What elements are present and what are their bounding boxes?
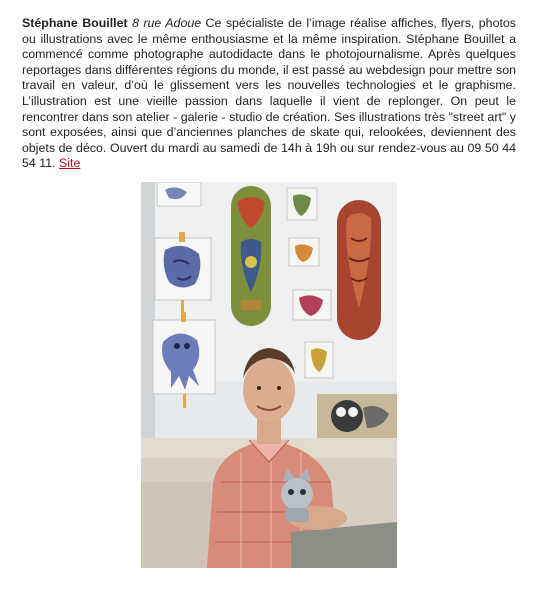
drawing-small-1: [287, 188, 317, 220]
artist-photo: [141, 182, 397, 568]
skateboard-left: [231, 186, 271, 326]
article-paragraph: [22, 16, 516, 172]
drawing-small-4: [305, 342, 333, 378]
drawing-top-left: [157, 182, 201, 206]
creature-painting: [317, 394, 397, 442]
artist-photo-illustration: [141, 182, 397, 568]
site-link[interactable]: Site: [58, 156, 81, 171]
skateboard-right: [337, 200, 381, 340]
artist-name: Stéphane Bouillet: [22, 16, 128, 30]
drawing-small-3: [293, 290, 331, 320]
artist-address: 8 rue Adoue: [132, 16, 202, 30]
drawing-octopus: [153, 312, 215, 408]
drawing-small-2: [289, 238, 319, 266]
article-body: Ce spécialiste de l’image réalise affiches, flyers, photos ou illustrations avec le même enthousiasme et la même inspiration. Stéphane Bouillet a commencé comme photographe autodidacte dans le photojournalisme. Après quelques reportages dans différentes régions du monde, il est passé au webdesign pour mettre son travail en valeur, d’où le glissement vers les nouvelles technologies et le graphisme. L’illustration est une vieille passion dans laquelle il vient de replonger. On peut le rencontrer dans son atelier - galerie - studio de création. Ses illustrations très "street art" y sont exposées, ainsi que d’anciennes planches de skate qui, relookées, deviennent des objets de déco. Ouvert du mardi au samedi de 14h à 19h ou sur rendez-vous au 09 50 44 54 11.: [22, 16, 516, 171]
